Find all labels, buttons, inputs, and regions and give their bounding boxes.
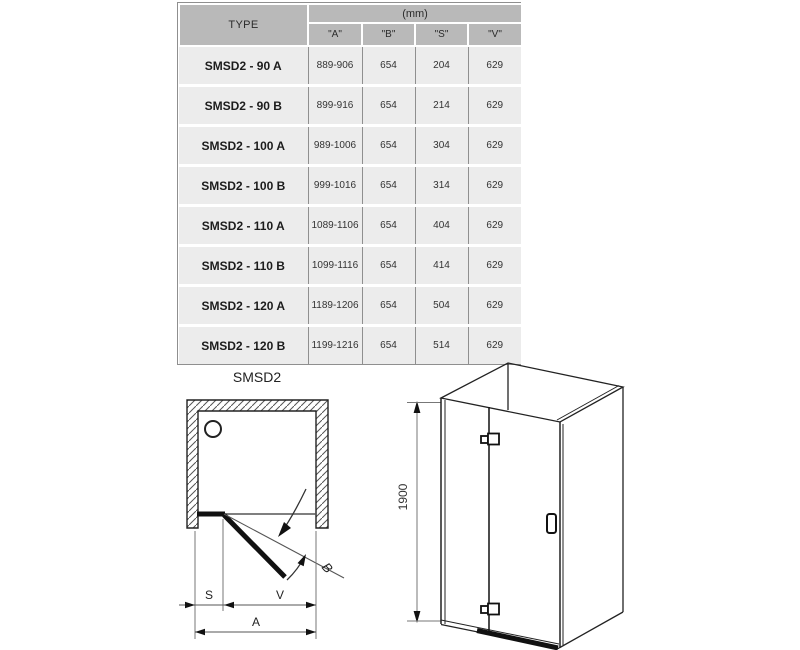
perspective-view-diagram xyxy=(396,363,623,649)
column-header-v: "V" xyxy=(468,23,521,46)
front-bottom-upper xyxy=(441,620,559,644)
dim-arrow-v-left xyxy=(224,602,234,608)
dim-arrow-v-right xyxy=(306,602,316,608)
dim-label-a: A xyxy=(251,615,261,629)
value-a: 1189-1206 xyxy=(308,286,362,326)
value-v: 629 xyxy=(468,166,521,206)
model-name: SMSD2 - 100 A xyxy=(179,126,308,166)
value-s: 504 xyxy=(415,286,468,326)
circle-marker xyxy=(205,421,221,437)
value-v: 629 xyxy=(468,326,521,365)
value-b: 654 xyxy=(362,126,415,166)
model-name: SMSD2 - 110 A xyxy=(179,206,308,246)
value-v: 629 xyxy=(468,286,521,326)
model-name: SMSD2 - 90 A xyxy=(179,46,308,86)
value-b: 654 xyxy=(362,166,415,206)
value-v: 629 xyxy=(468,206,521,246)
value-a: 999-1016 xyxy=(308,166,362,206)
dim-arrow-a-left xyxy=(195,629,205,635)
column-header-unit: (mm) xyxy=(308,4,521,23)
dim-arrow-s-left xyxy=(185,602,195,608)
value-a: 1099-1116 xyxy=(308,246,362,286)
value-a: 989-1006 xyxy=(308,126,362,166)
value-a: 1199-1216 xyxy=(308,326,362,365)
swing-arrowhead xyxy=(278,522,291,537)
value-a: 1089-1106 xyxy=(308,206,362,246)
dim-arrow-a-right xyxy=(306,629,316,635)
value-s: 304 xyxy=(415,126,468,166)
value-s: 404 xyxy=(415,206,468,246)
value-v: 629 xyxy=(468,86,521,126)
door-open-line xyxy=(224,515,285,577)
wall-section xyxy=(187,400,328,528)
threshold-bar xyxy=(477,631,558,649)
value-b: 654 xyxy=(362,206,415,246)
model-name: SMSD2 - 90 B xyxy=(179,86,308,126)
value-v: 629 xyxy=(468,246,521,286)
door-handle xyxy=(547,514,556,533)
right-bottom-edge xyxy=(559,612,623,648)
value-v: 629 xyxy=(468,126,521,166)
value-a: 899-916 xyxy=(308,86,362,126)
value-b: 654 xyxy=(362,326,415,365)
height-dim-label: 1900 xyxy=(396,483,410,511)
value-s: 414 xyxy=(415,246,468,286)
dim-label-b: B xyxy=(318,559,336,576)
value-b: 654 xyxy=(362,86,415,126)
value-s: 204 xyxy=(415,46,468,86)
value-s: 214 xyxy=(415,86,468,126)
hinge-bottom xyxy=(481,604,499,615)
value-v: 629 xyxy=(468,46,521,86)
model-name: SMSD2 - 100 B xyxy=(179,166,308,206)
hinge-top xyxy=(481,434,499,445)
column-header-s: "S" xyxy=(415,23,468,46)
model-name: SMSD2 - 110 B xyxy=(179,246,308,286)
column-header-b: "B" xyxy=(362,23,415,46)
diagram-title: SMSD2 xyxy=(232,369,282,385)
model-name: SMSD2 - 120 B xyxy=(179,326,308,365)
dim-label-v: V xyxy=(275,588,285,602)
dim-label-s: S xyxy=(204,588,214,602)
top-view-diagram xyxy=(179,369,344,639)
value-s: 314 xyxy=(415,166,468,206)
column-header-type: TYPE xyxy=(179,4,308,46)
value-s: 514 xyxy=(415,326,468,365)
value-b: 654 xyxy=(362,46,415,86)
value-a: 889-906 xyxy=(308,46,362,86)
model-name: SMSD2 - 120 A xyxy=(179,286,308,326)
value-b: 654 xyxy=(362,286,415,326)
column-header-a: "A" xyxy=(308,23,362,46)
box-top-opening xyxy=(441,363,623,422)
glass-top-edge xyxy=(557,386,619,421)
value-b: 654 xyxy=(362,246,415,286)
